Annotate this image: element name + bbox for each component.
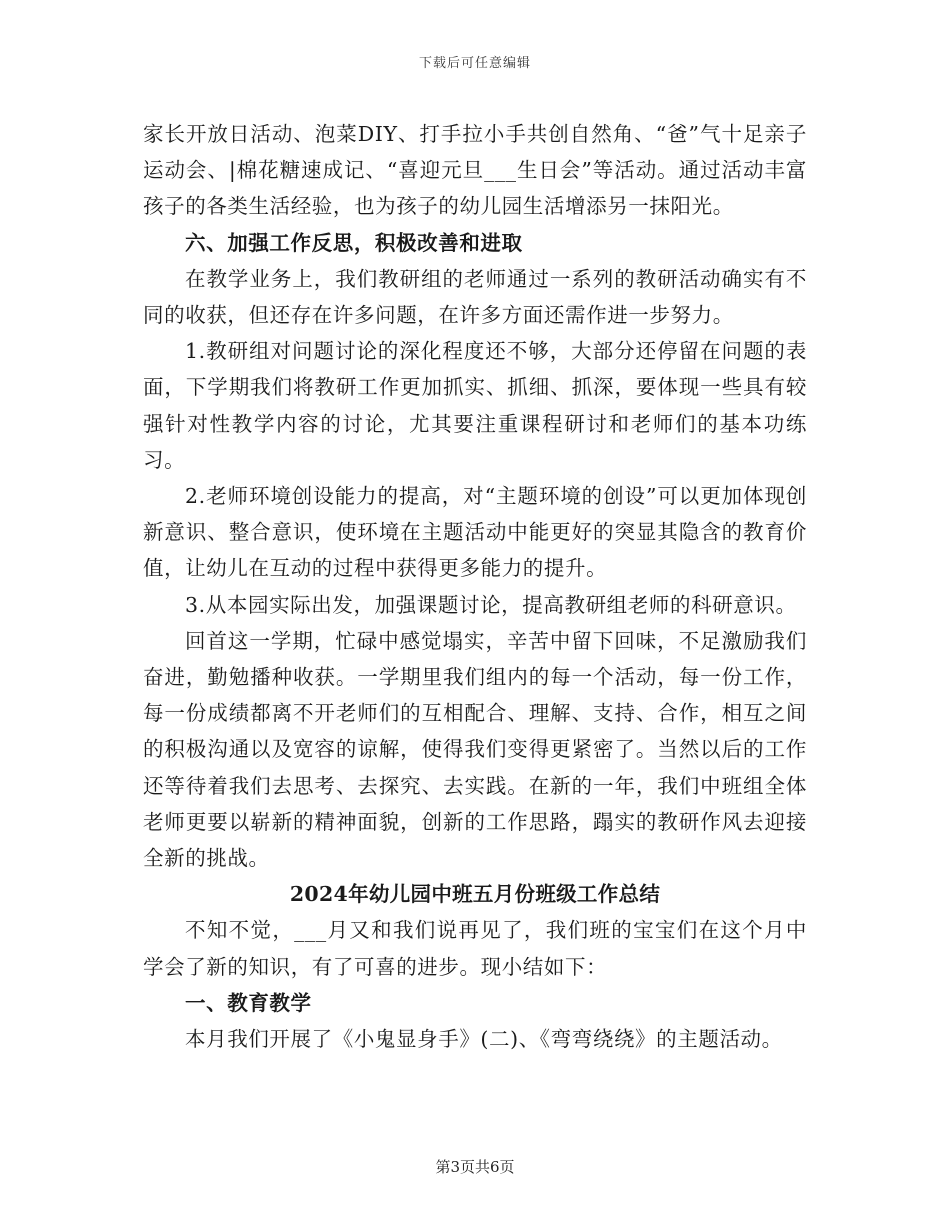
paragraph-review: 回首这一学期，忙碌中感觉塌实，辛苦中留下回味，不足激励我们奋进，勤勉播种收获。一学期里我们组内的每一个活动，每一份工作，每一份成绩都离不开老师们的互相配合、理解、支持、合作，相互之间的积极沟通以及宽容的谅解，使得我们变得更紧密了。当然以后的工作还等待着我们去思考、去探究、去实践。在新的一年，我们中班组全体老师更要以崭新的精神面貌，创新的工作思路，蹋实的教研作风去迎接全新的挑战。 [143,628,807,871]
paragraph-activities: 家长开放日活动、泡菜DIY、打手拉小手共创自然角、“爸”气十足亲子运动会、|棉花糖速成记、“喜迎元旦___生日会”等活动。通过活动丰富孩子的各类生活经验，也为孩子的幼儿园生活增添另一抹阳光。 [143,122,807,219]
document-title-may-summary: 2024年幼儿园中班五月份班级工作总结 [289,882,661,907]
page-header: 下载后可任意编辑 [418,56,531,71]
page-number: 第3页共6页 [435,1158,515,1176]
paragraph-item-2: 2.老师环境创设能力的提高，对“主题环境的创设”可以更加体现创新意识、整合意识，使环境在主题活动中能更好的突显其隐含的教育价值，让幼儿在互动的过程中获得更多能力的提升。 [143,484,807,581]
paragraph-teaching-business: 在教学业务上，我们教研组的老师通过一系列的教研活动确实有不同的收获，但还存在许多问题，在许多方面还需作进一步努力。 [143,266,807,328]
section-heading-reflection: 六、加强工作反思，积极改善和进取 [185,230,523,255]
document-body [143,116,807,1057]
paragraph-item-1: 1.教研组对问题讨论的深化程度还不够，大部分还停留在问题的表面，下学期我们将教研工作更加抓实、抓细、抓深，要体现一些具有较强针对性教学内容的讨论，尤其要注重课程研讨和老师们的基本功练习。 [143,339,807,472]
section-heading-education: 一、教育教学 [185,990,312,1015]
paragraph-intro: 不知不觉，___月又和我们说再见了，我们班的宝宝们在这个月中学会了新的知识，有了可喜的进步。现小结如下： [143,918,807,979]
paragraph-themes: 本月我们开展了《小鬼显身手》(二)、《弯弯绕绕》的主题活动。 [185,1027,783,1052]
paragraph-item-3: 3.从本园实际出发，加强课题讨论，提高教研组老师的科研意识。 [185,592,797,617]
